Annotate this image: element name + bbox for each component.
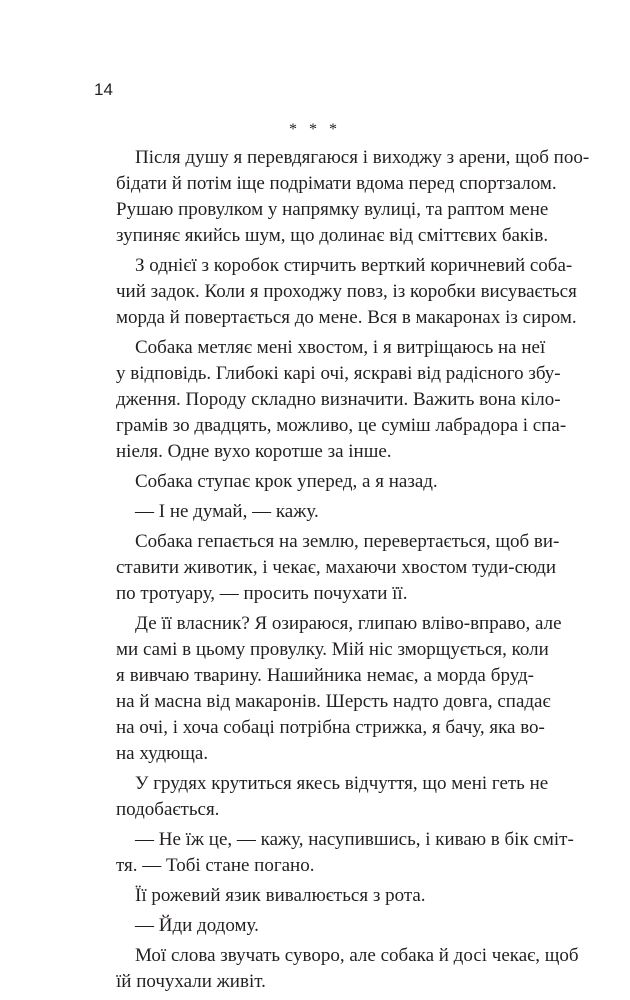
paragraph	[116, 529, 560, 607]
text-line: зупиняє якийсь шум, що долинає від сміттєвих баків.	[116, 225, 549, 246]
paragraph	[116, 943, 579, 995]
paragraph	[116, 827, 574, 879]
text-line: чий задок. Коли я проходжу повз, із коробки висувається	[116, 281, 577, 302]
paragraph	[116, 771, 549, 823]
text-line: тя. — Тобі стане погано.	[116, 855, 315, 876]
text-line: Собака гепається на землю, перевертається, щоб ви-	[135, 531, 560, 552]
text-line: — І не думай, — кажу.	[135, 501, 319, 522]
text-line: — Не їж це, — кажу, насупившись, і киваю в бік сміт-	[135, 829, 574, 850]
text-line: Її рожевий язик вивалюється з рота.	[135, 885, 426, 906]
paragraph	[116, 611, 562, 767]
paragraph	[116, 913, 534, 939]
paragraph	[116, 335, 567, 465]
paragraph	[116, 253, 577, 331]
paragraph	[116, 469, 534, 495]
paragraph	[116, 883, 534, 909]
text-line: морда й повертається до мене. Вся в макаронах із сиром.	[116, 307, 577, 328]
text-line: Рушаю провулком у напрямку вулиці, та раптом мене	[116, 199, 549, 220]
text-line: ставити животик, і чекає, махаючи хвостом туди-сюди	[116, 557, 557, 578]
text-line: у відповідь. Глибокі карі очі, яскраві від радісного збу-	[116, 363, 561, 384]
text-body	[116, 145, 590, 999]
text-line: на худюща.	[116, 743, 209, 764]
text-line: Собака ступає крок уперед, а я назад.	[135, 471, 438, 492]
text-line: їй почухали живіт.	[116, 971, 266, 992]
text-line: грамів зо двадцять, можливо, це суміш лабрадора і спа-	[116, 415, 567, 436]
paragraph	[116, 145, 590, 249]
text-line: Після душу я перевдягаюся і виходжу з арени, щоб поо-	[135, 147, 590, 168]
text-line: на очі, і хоча собаці потрібна стрижка, я бачу, яка во-	[116, 717, 545, 738]
text-line: подобається.	[116, 799, 220, 820]
text-line: по тротуару, — просить почухати її.	[116, 583, 408, 604]
text-line: я вивчаю тварину. Нашийника немає, а морда бруд-	[116, 665, 534, 686]
text-line: З однієї з коробок стирчить верткий коричневий соба-	[135, 255, 573, 276]
text-line: — Йди додому.	[135, 915, 259, 936]
section-separator: * * *	[289, 121, 341, 138]
text-line: Де її власник? Я озираюся, глипаю вліво-вправо, але	[135, 613, 562, 634]
text-line: Собака метляє мені хвостом, і я витріщаюсь на неї	[135, 337, 546, 358]
paragraph	[116, 499, 534, 525]
text-line: ніеля. Одне вухо коротше за інше.	[116, 441, 392, 462]
text-line: ми самі в цьому провулку. Мій ніс зморщується, коли	[116, 639, 549, 660]
text-line: на й масна від макаронів. Шерсть надто довга, спадає	[116, 691, 551, 712]
text-line: бідати й потім іще подрімати вдома перед спортзалом.	[116, 173, 557, 194]
text-line: У грудях крутиться якесь відчуття, що мені геть не	[135, 773, 549, 794]
page-number: 14	[94, 80, 113, 99]
text-line: дження. Породу складно визначити. Важить вона кіло-	[116, 389, 561, 410]
text-line: Мої слова звучать суворо, але собака й досі чекає, щоб	[135, 945, 579, 966]
